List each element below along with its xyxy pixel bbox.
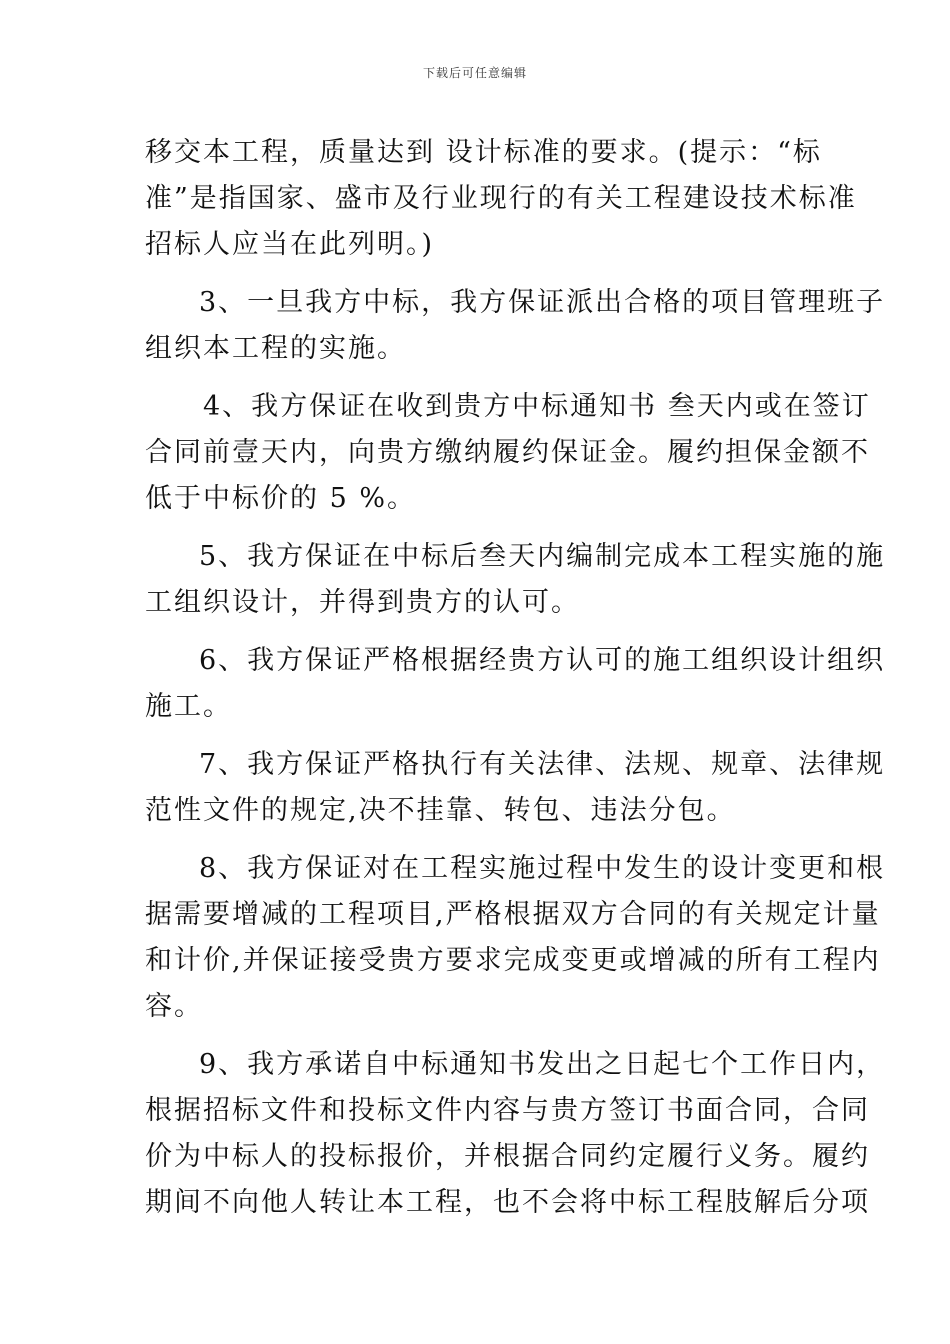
text-line: 施工。 <box>145 691 232 722</box>
text-line: 容。 <box>145 991 203 1022</box>
text-line: 根据招标文件和投标文件内容与贵方签订书面合同，合同 <box>145 1095 870 1126</box>
paragraph-7-first-line: 7、我方保证严格执行有关法律、法规、规章、法律规 <box>199 749 886 780</box>
text-line: 移交本工程，质量达到 设计标准的要求。(提示：“标 <box>145 137 822 168</box>
paragraph-9-first-line: 9、我方承诺自中标通知书发出之日起七个工作日内， <box>199 1049 886 1080</box>
text-line: 工组织设计，并得到贵方的认可。 <box>145 587 580 618</box>
text-line: 和计价,并保证接受贵方要求完成变更或增减的所有工程内 <box>145 945 881 976</box>
text-line: 准”是指国家、盛市及行业现行的有关工程建设技术标准 <box>145 183 857 214</box>
text-line: 合同前壹天内，向贵方缴纳履约保证金。履约担保金额不 <box>145 437 870 468</box>
document-body <box>145 130 886 1226</box>
text-line: 招标人应当在此列明。) <box>145 229 435 260</box>
text-line: 组织本工程的实施。 <box>145 333 406 364</box>
paragraph-8-first-line: 8、我方保证对在工程实施过程中发生的设计变更和根 <box>199 853 886 884</box>
text-line: 据需要增减的工程项目,严格根据双方合同的有关规定计量 <box>145 899 881 930</box>
paragraph-3-first-line: 3、一旦我方中标，我方保证派出合格的项目管理班子 <box>199 287 886 318</box>
page-header-note: 下载后可任意编辑 <box>422 66 527 80</box>
paragraph-6-first-line: 6、我方保证严格根据经贵方认可的施工组织设计组织 <box>199 645 886 676</box>
text-line: 范性文件的规定,决不挂靠、转包、违法分包。 <box>145 795 736 826</box>
text-line: 价为中标人的投标报价，并根据合同约定履行义务。履约 <box>145 1141 870 1172</box>
paragraph-4-first-line: 4、我方保证在收到贵方中标通知书 叁天内或在签订 <box>203 391 871 422</box>
text-line: 期间不向他人转让本工程，也不会将中标工程肢解后分项 <box>145 1187 870 1218</box>
paragraph-5-first-line: 5、我方保证在中标后叁天内编制完成本工程实施的施 <box>199 541 886 572</box>
text-line: 低于中标价的 5 %。 <box>145 483 416 514</box>
